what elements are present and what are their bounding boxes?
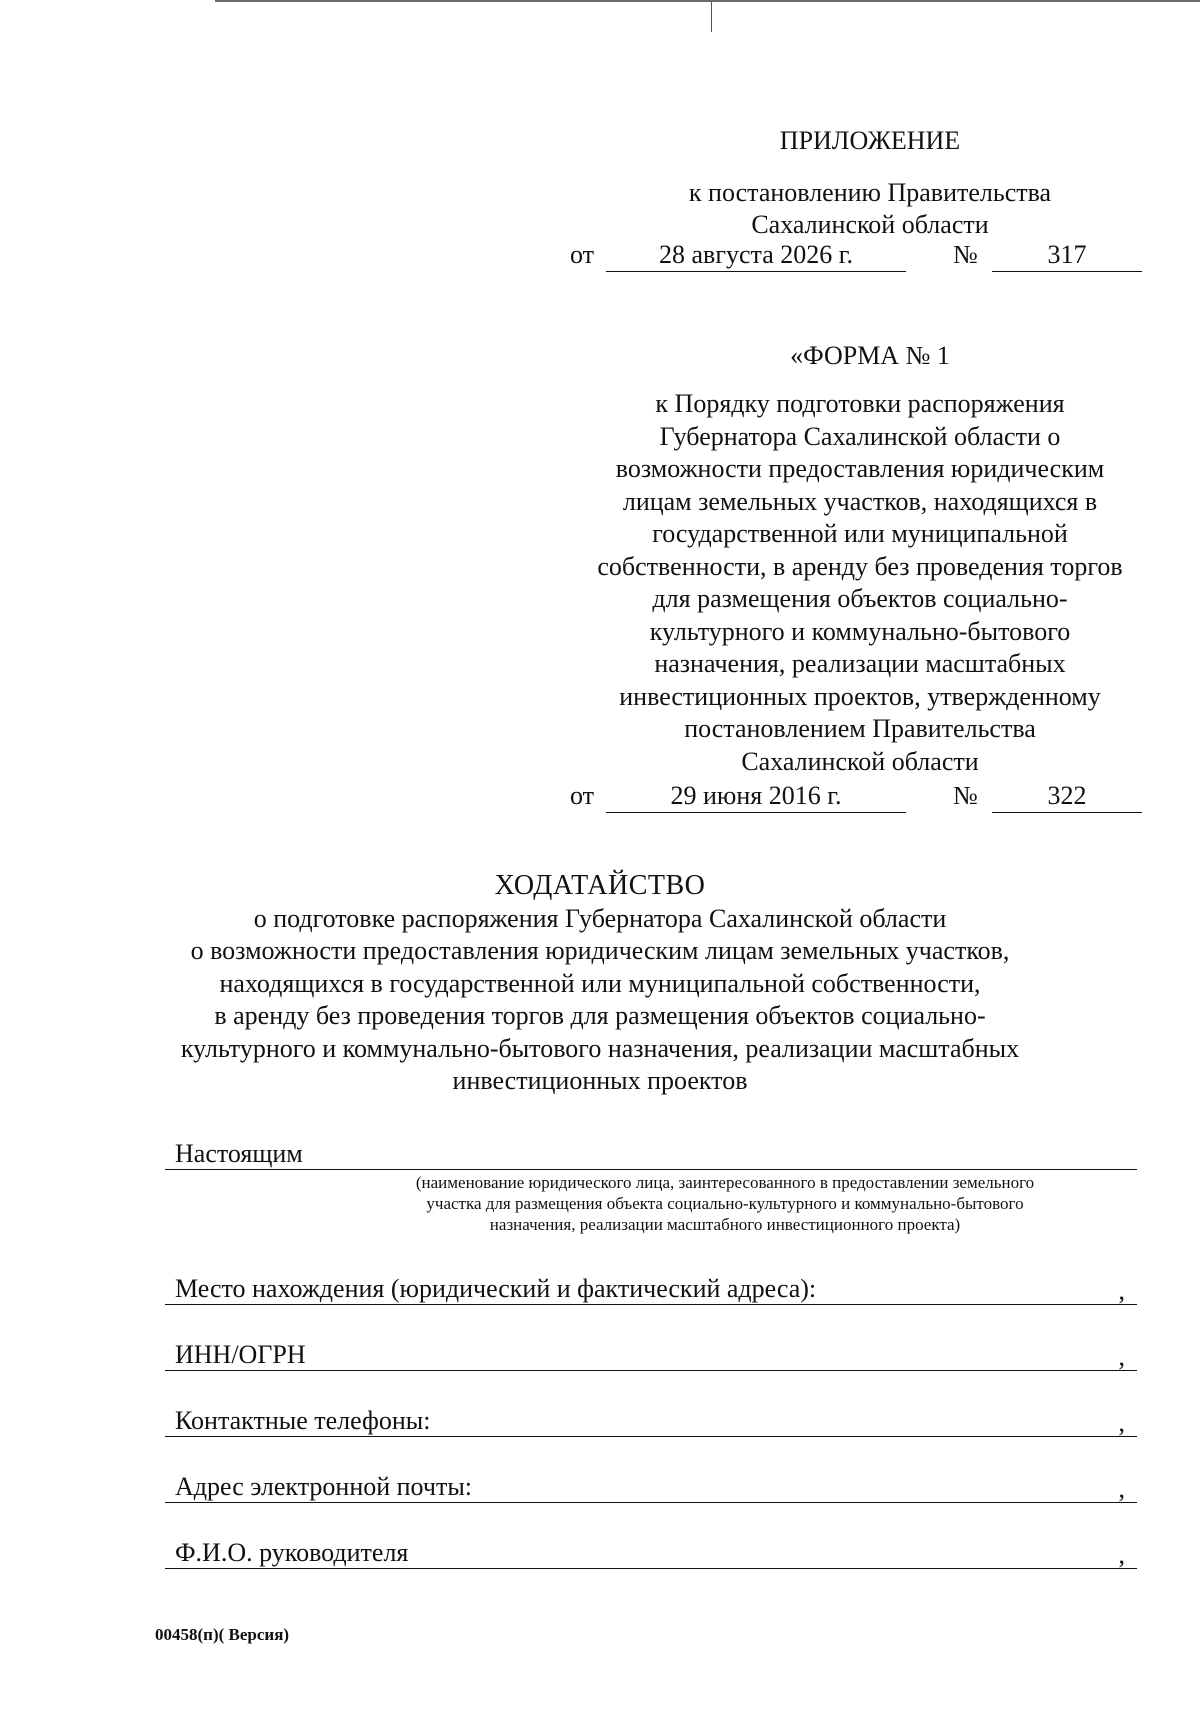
applicant-caption [340, 1172, 1110, 1235]
form-ref-line: постановлением Правительства [684, 714, 1036, 743]
form-ref-date-row [570, 781, 1142, 815]
phones-comma: , [1118, 1408, 1125, 1437]
approval-number: 317 [992, 240, 1142, 272]
form-ref-line: назначения, реализации масштабных [654, 649, 1066, 678]
form-ref-line: лицам земельных участков, находящихся в [622, 486, 1098, 516]
approval-from-label: от [570, 240, 595, 269]
approval-date-row [570, 240, 1142, 274]
form-ref-line: Сахалинской области [741, 746, 979, 776]
applicant-label: Настоящим [175, 1139, 303, 1168]
caption-line: назначения, реализации масштабного инвестиционного проекта) [489, 1215, 961, 1234]
form-ref-line: инвестиционных проектов, утвержденному [619, 681, 1101, 711]
head-name-field[interactable] [165, 1534, 1137, 1569]
inn-ogrn-comma: , [1118, 1342, 1125, 1371]
address-comma: , [1118, 1276, 1125, 1305]
email-field[interactable] [165, 1468, 1137, 1503]
form-ref-line: к Порядку подготовки распоряжения [655, 389, 1065, 418]
form-ref-text [560, 388, 1160, 778]
scan-top-tick [711, 2, 712, 32]
form-ref-line: Губернатора Сахалинской области о [659, 421, 1061, 451]
approval-line-1: к постановлению Правительства [688, 178, 1052, 207]
form-ref-line: собственности, в аренду без проведения торгов [597, 551, 1123, 581]
petition-line: находящихся в государственной или муниципальной собственности, [219, 968, 981, 998]
form-ref-line: государственной или муниципальной [652, 519, 1068, 548]
scan-top-border [215, 0, 1200, 2]
email-label: Адрес электронной почты: [175, 1472, 473, 1501]
email-comma: , [1118, 1474, 1125, 1503]
petition-line: инвестиционных проектов [452, 1066, 748, 1095]
head-name-comma: , [1118, 1540, 1125, 1569]
petition-title: ХОДАТАЙСТВО [494, 870, 706, 901]
form-ref-date: 29 июня 2016 г. [606, 781, 906, 813]
petition-line: о подготовке распоряжения Губернатора Сахалинской области [253, 903, 947, 933]
document-code: 00458(п)( Версия) [155, 1625, 290, 1644]
petition-line: культурного и коммунально-бытового назначения, реализации масштабных [180, 1033, 1020, 1063]
approval-line-2: Сахалинской области [751, 210, 989, 239]
approval-date: 28 августа 2026 г. [606, 240, 906, 272]
form-ref-line: для размещения объектов социально- [652, 584, 1068, 613]
address-field[interactable] [165, 1270, 1137, 1305]
form-ref-line: культурного и коммунально-бытового [649, 616, 1071, 646]
caption-line: (наименование юридического лица, заинтересованного в предоставлении земельного [415, 1173, 1035, 1192]
applicant-name-field[interactable] [165, 1135, 1137, 1170]
petition-line: в аренду без проведения торгов для размещения объектов социально- [214, 1001, 986, 1030]
petition-line: о возможности предоставления юридическим лицам земельных участков, [190, 936, 1010, 965]
form-ref-line: возможности предоставления юридическим [615, 454, 1105, 483]
phones-label: Контактные телефоны: [175, 1406, 431, 1435]
form-title: «ФОРМА № 1 [790, 341, 950, 370]
form-ref-from-label: от [570, 781, 595, 810]
form-ref-number-sign: № [953, 781, 978, 810]
head-name-label: Ф.И.О. руководителя [175, 1538, 409, 1567]
inn-ogrn-label: ИНН/ОГРН [175, 1340, 306, 1369]
form-ref-number: 322 [992, 781, 1142, 813]
petition-heading [150, 870, 1050, 1098]
approval-title: ПРИЛОЖЕНИЕ [779, 126, 961, 155]
caption-line: участка для размещения объекта социально-культурного и коммунально-бытового [426, 1194, 1024, 1213]
phones-field[interactable] [165, 1402, 1137, 1437]
approval-number-sign: № [953, 240, 978, 269]
inn-ogrn-field[interactable] [165, 1336, 1137, 1371]
address-label: Место нахождения (юридический и фактический адреса): [175, 1274, 817, 1303]
